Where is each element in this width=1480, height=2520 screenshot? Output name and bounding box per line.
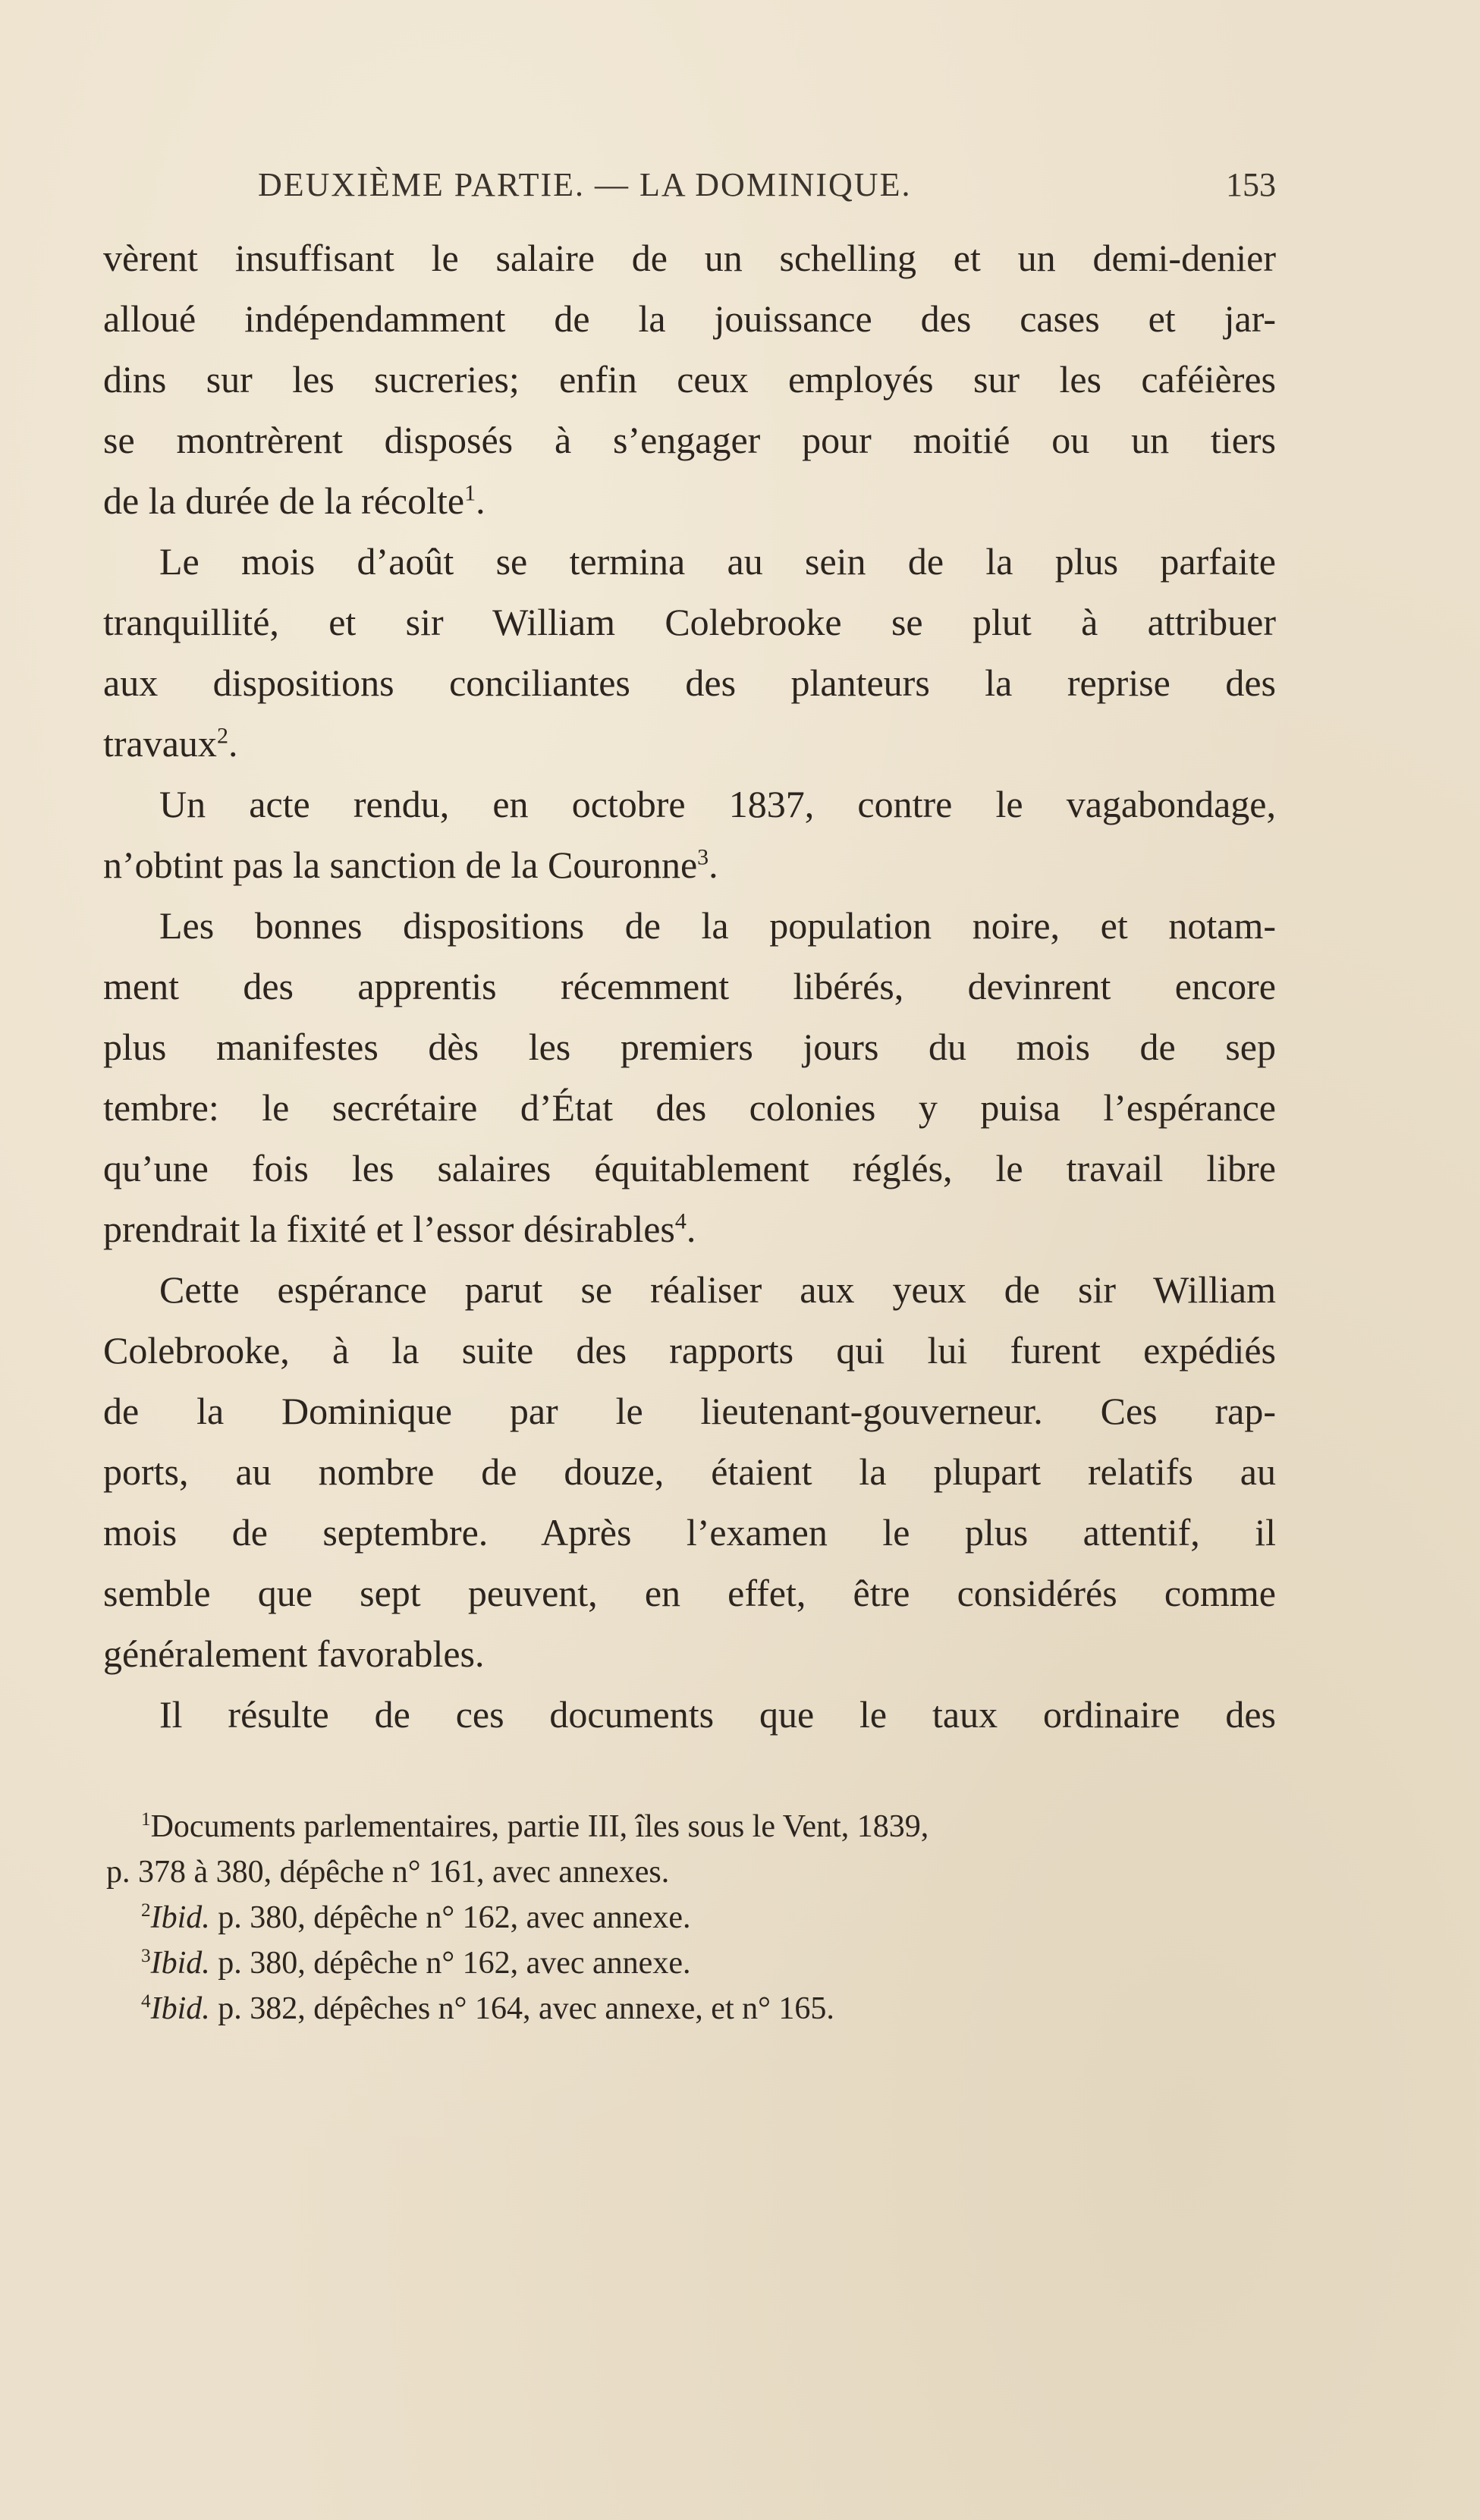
- footnote-ibid: Ibid.: [150, 1946, 210, 1981]
- text-line: [103, 1199, 1276, 1259]
- text-fragment: de la durée de la récolte: [103, 479, 465, 522]
- period: .: [709, 844, 718, 886]
- footnote-text: Documents parlementaires, partie III, îles sous le Vent, 1839,: [150, 1809, 929, 1844]
- text-line: Colebrooke, à la suite des rapports qui lui furent expédiés: [103, 1329, 1276, 1372]
- text-line: [103, 713, 1276, 774]
- footnote: [141, 1804, 1276, 1849]
- text-fragment: prendrait la fixité et l’essor désirables: [103, 1208, 675, 1250]
- footnote-marker: 1: [141, 1809, 151, 1830]
- text-line: semble que sept peuvent, en effet, être considérés comme: [103, 1572, 1276, 1614]
- text-line: alloué indépendamment de la jouissance des cases et jar-: [103, 297, 1276, 340]
- text-line: Les bonnes dispositions de la population noire, et notam-: [159, 904, 1276, 947]
- text-line: aux dispositions conciliantes des planteurs la reprise des: [103, 661, 1276, 704]
- text-line: Un acte rendu, en octobre 1837, contre le vagabondage,: [159, 783, 1276, 825]
- footnote-reference: 1: [464, 480, 476, 506]
- footnote: [141, 1940, 1276, 1986]
- text-fragment: travaux: [103, 722, 217, 765]
- footnote-text: p. 380, dépêche n° 162, avec annexe.: [218, 1946, 691, 1981]
- text-fragment: n’obtint pas la sanction de la Couronne: [103, 844, 698, 886]
- text-line: de la Dominique par le lieutenant-gouverneur. Ces rap-: [103, 1390, 1276, 1432]
- footnote-text: p. 382, dépêches n° 164, avec annexe, et n° 165.: [218, 1991, 834, 2026]
- text-line: dins sur les sucreries; enfin ceux employés sur les caféières: [103, 358, 1276, 401]
- text-line: ment des apprentis récemment libérés, devinrent encore: [103, 965, 1276, 1007]
- text-line: vèrent insuffisant le salaire de un schelling et un demi-denier: [103, 237, 1276, 279]
- text-line: se montrèrent disposés à s’engager pour moitié ou un tiers: [103, 419, 1276, 461]
- text-line: tembre: le secrétaire d’État des colonies y puisa l’espérance: [103, 1086, 1276, 1129]
- text-line: [103, 470, 1276, 531]
- text-line: Le mois d’août se termina au sein de la plus parfaite: [159, 540, 1276, 583]
- footnote-ibid: Ibid.: [150, 1900, 210, 1935]
- text-line: qu’une fois les salaires équitablement réglés, le travail libre: [103, 1147, 1276, 1189]
- footnote-ibid: Ibid.: [150, 1991, 210, 2026]
- text-line: plus manifestes dès les premiers jours du mois de sep: [103, 1026, 1276, 1068]
- text-line: Il résulte de ces documents que le taux ordinaire des: [159, 1693, 1276, 1736]
- footnote-reference: 3: [697, 844, 709, 870]
- footnote-marker: 2: [141, 1900, 151, 1921]
- footnote-marker: 4: [141, 1991, 151, 2012]
- footnote: [141, 1895, 1276, 1940]
- footnote-continuation: p. 378 à 380, dépêche n° 161, avec annexes.: [106, 1855, 670, 1890]
- text-line: mois de septembre. Après l’examen le plus attentif, il: [103, 1511, 1276, 1554]
- body-text: [103, 228, 1276, 1745]
- period: .: [228, 722, 238, 765]
- footnote: [141, 1986, 1276, 2031]
- text-line: généralement favorables.: [103, 1632, 485, 1675]
- period: .: [686, 1208, 696, 1250]
- text-line: ports, au nombre de douze, étaient la plupart relatifs au: [103, 1450, 1276, 1493]
- text-line: tranquillité, et sir William Colebrooke se plut à attribuer: [103, 601, 1276, 643]
- running-header: [258, 165, 1276, 218]
- footnote-reference: 2: [216, 723, 228, 749]
- page-number: 153: [1226, 166, 1276, 203]
- text-line: Cette espérance parut se réaliser aux yeux de sir William: [159, 1268, 1276, 1311]
- footnote-marker: 3: [141, 1946, 151, 1966]
- text-line: [103, 834, 1276, 895]
- footnote-reference: 4: [674, 1208, 687, 1234]
- footnote-text: p. 380, dépêche n° 162, avec annexe.: [218, 1900, 691, 1935]
- running-title: DEUXIÈME PARTIE. — LA DOMINIQUE.: [258, 166, 912, 203]
- period: .: [476, 479, 485, 522]
- footnotes: [106, 1804, 1276, 2031]
